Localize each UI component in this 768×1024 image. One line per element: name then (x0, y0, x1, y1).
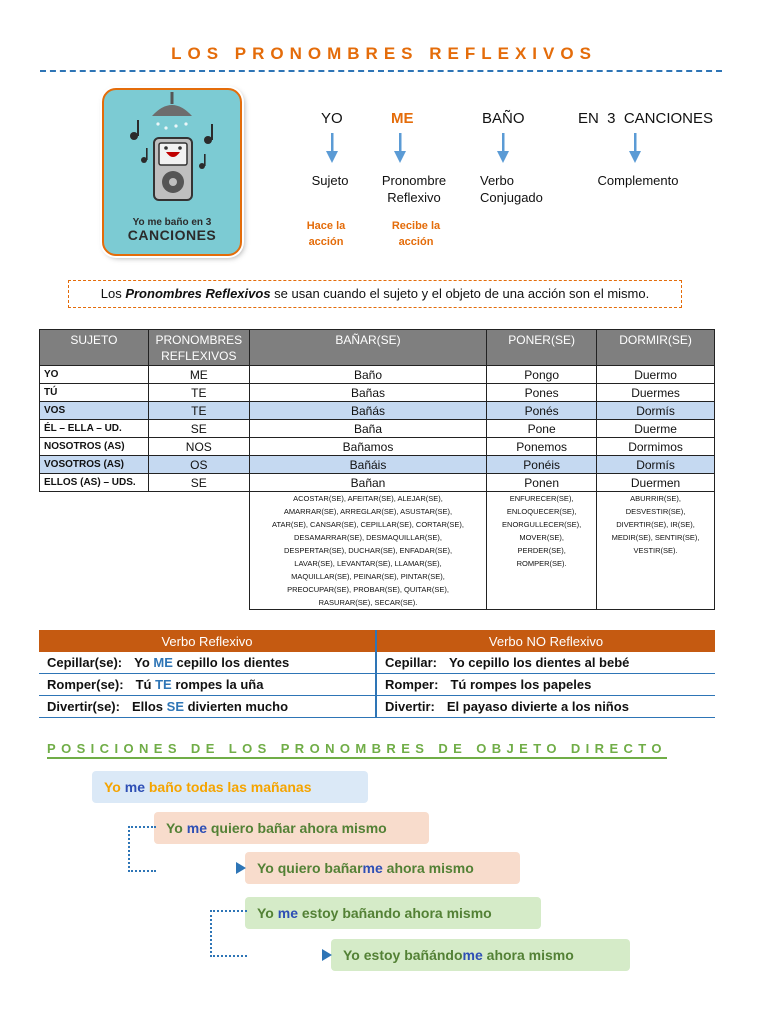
example-sentence: Yo me baño todas las mañanas (92, 771, 368, 803)
comparison-row (39, 696, 715, 718)
cell-sujeto: VOS (40, 402, 149, 420)
cell-poner: Ponés (487, 402, 597, 420)
empty-cell (148, 492, 249, 610)
word-complemento: EN 3 CANCIONES (578, 110, 714, 127)
definition-pre: Los (100, 286, 126, 301)
cell-dormir: Duermen (597, 474, 715, 492)
empty-cell (40, 492, 149, 610)
table-header-row (40, 330, 715, 366)
table-row (40, 366, 715, 384)
label-sujeto: Sujeto (311, 173, 349, 188)
arrow-down-icon (326, 133, 338, 163)
header-sujeto: SUJETO (40, 330, 149, 366)
arrow-right-icon (322, 949, 332, 961)
word-yo: YO (321, 110, 343, 127)
arrow-right-icon (236, 862, 246, 874)
non-reflexive-example: Divertir: El payaso divierte a los niños (376, 696, 715, 718)
cell-pronombre: OS (148, 456, 249, 474)
cell-poner: Ponéis (487, 456, 597, 474)
non-reflexive-example: Romper: Tú rompes los papeles (376, 674, 715, 696)
header-pronombres: PRONOMBRES REFLEXIVOS (148, 330, 249, 366)
cell-banar: Bañás (249, 402, 486, 420)
word-me: ME (391, 110, 414, 127)
cell-poner: Pone (487, 420, 597, 438)
label-pronombre-reflexivo: Pronombre Reflexivo (381, 173, 447, 205)
cell-sujeto: TÚ (40, 384, 149, 402)
table-row (40, 420, 715, 438)
verb-list-ar: ACOSTAR(SE), AFEITAR(SE), ALEJAR(SE), AMARRAR(SE), ARREGLAR(SE), ASUSTAR(SE), ATAR(SE), CANSAR(SE), CEPILLAR(SE), CORTAR(SE), DESAMARRAR(SE), DESMAQUILLAR(SE), DESPERTAR(SE), DUCHAR(SE), ENFADAR(SE), LAVAR(SE), LEVANTAR(SE), LLAMAR(SE), MAQUILLAR(SE), PEINAR(SE), PINTAR(SE), PREOCUPAR(SE), PROBAR(SE), QUITAR(SE), RASURAR(SE), SECAR(SE). (249, 492, 486, 610)
cell-sujeto: ELLOS (AS) – UDS. (40, 474, 149, 492)
definition-post: se usan cuando el sujeto y el objeto de una acción son el mismo. (270, 286, 650, 301)
non-reflexive-example: Cepillar: Yo cepillo los dientes al bebé (376, 652, 715, 674)
table-row (40, 474, 715, 492)
header-verbo-no-reflexivo: Verbo NO Reflexivo (376, 630, 715, 652)
arrow-down-icon (629, 133, 641, 163)
title-divider (40, 70, 722, 72)
table-row (40, 438, 715, 456)
header-banarse: BAÑAR(SE) (249, 330, 486, 366)
cell-pronombre: SE (148, 474, 249, 492)
cell-sujeto: ÉL – ELLA – UD. (40, 420, 149, 438)
example-sentence: Yo quiero bañarme ahora mismo (245, 852, 520, 884)
cell-pronombre: SE (148, 420, 249, 438)
cell-banar: Bañas (249, 384, 486, 402)
cell-sujeto: NOSOTROS (AS) (40, 438, 149, 456)
label-complemento: Complemento (597, 173, 679, 188)
music-player-icon (104, 90, 240, 220)
table-row (40, 456, 715, 474)
card-caption-line2: CANCIONES (127, 227, 217, 243)
header-ponerse: PONER(SE) (487, 330, 597, 366)
verb-list-er: ENFURECER(SE), ENLOQUECER(SE), ENORGULLECER(SE), MOVER(SE), PERDER(SE), ROMPER(SE). (487, 492, 597, 610)
header-dormirse: DORMIR(SE) (597, 330, 715, 366)
table-row (40, 402, 715, 420)
connector-line (128, 826, 156, 872)
cell-poner: Pongo (487, 366, 597, 384)
verb-list-row (40, 492, 715, 610)
conjugation-table (39, 329, 715, 610)
cell-banar: Bañáis (249, 456, 486, 474)
comparison-table (39, 630, 715, 718)
cell-dormir: Duermo (597, 366, 715, 384)
cell-banar: Bañamos (249, 438, 486, 456)
cell-banar: Baña (249, 420, 486, 438)
cell-pronombre: TE (148, 402, 249, 420)
role-hace-la-accion: Hace la acción (306, 220, 346, 248)
verb-list-ir: ABURRIR(SE), DESVESTIR(SE), DIVERTIR(SE), IR(SE), MEDIR(SE), SENTIR(SE), VESTIR(SE). (597, 492, 715, 610)
cell-banar: Bañan (249, 474, 486, 492)
cell-poner: Ponen (487, 474, 597, 492)
reflexive-example: Cepillar(se): Yo ME cepillo los dientes (39, 652, 376, 674)
label-verbo-conjugado: Verbo Conjugado (480, 173, 543, 205)
role-recibe-la-accion: Recibe la acción (391, 220, 441, 248)
cell-sujeto: YO (40, 366, 149, 384)
page-title: LOS PRONOMBRES REFLEXIVOS (171, 44, 597, 63)
card-caption (104, 216, 240, 242)
cell-dormir: Dormís (597, 402, 715, 420)
cell-dormir: Duermes (597, 384, 715, 402)
cell-poner: Pones (487, 384, 597, 402)
definition-box (68, 280, 682, 308)
arrow-down-icon (497, 133, 509, 163)
header-verbo-reflexivo: Verbo Reflexivo (39, 630, 376, 652)
definition-term: Pronombres Reflexivos (125, 286, 271, 301)
reflexive-example: Romper(se): Tú TE rompes la uña (39, 674, 376, 696)
cell-pronombre: ME (148, 366, 249, 384)
cell-dormir: Dormís (597, 456, 715, 474)
example-sentence: Yo me quiero bañar ahora mismo (154, 812, 429, 844)
comparison-row (39, 674, 715, 696)
card-caption-line1: Yo me baño en 3 (132, 217, 212, 228)
cell-dormir: Duerme (597, 420, 715, 438)
comparison-header-row (39, 630, 715, 652)
example-sentence: Yo estoy bañándome ahora mismo (331, 939, 630, 971)
song-cover-image (102, 88, 242, 256)
arrow-down-icon (394, 133, 406, 163)
cell-pronombre: NOS (148, 438, 249, 456)
example-sentence: Yo me estoy bañando ahora mismo (245, 897, 541, 929)
positions-title: POSICIONES DE LOS PRONOMBRES DE OBJETO DIRECTO (47, 741, 667, 759)
comparison-row (39, 652, 715, 674)
cell-poner: Ponemos (487, 438, 597, 456)
cell-banar: Baño (249, 366, 486, 384)
table-row (40, 384, 715, 402)
connector-line (210, 910, 247, 957)
word-bano: BAÑO (482, 110, 525, 127)
cell-sujeto: VOSOTROS (AS) (40, 456, 149, 474)
reflexive-example: Divertir(se): Ellos SE divierten mucho (39, 696, 376, 718)
cell-dormir: Dormimos (597, 438, 715, 456)
cell-pronombre: TE (148, 384, 249, 402)
